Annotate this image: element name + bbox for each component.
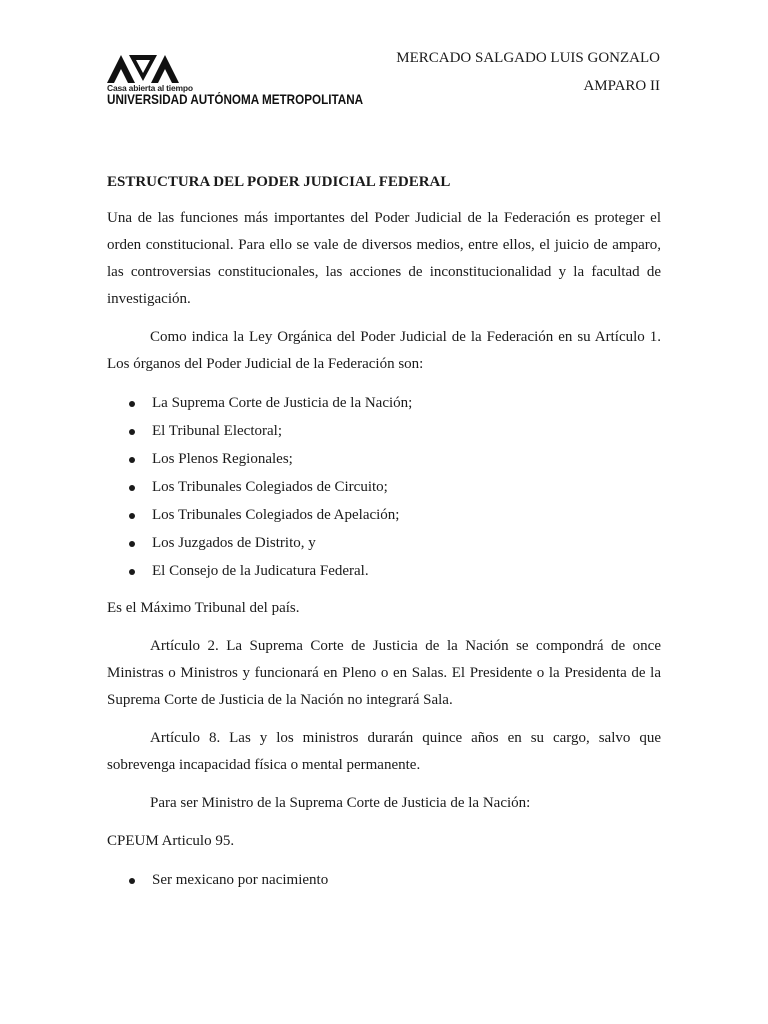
ley-organica-paragraph: Como indica la Ley Orgánica del Poder Judicial de la Federación en su Artículo 1. Los órganos del Poder Judicial de la Federación son: xyxy=(107,329,661,372)
articulo-8-paragraph: Artículo 8. Las y los ministros durarán quince años en su cargo, salvo que sobrevenga incapacidad física o mental permanente. xyxy=(107,730,661,773)
list-item: El Consejo de la Judicatura Federal. xyxy=(107,557,661,585)
list-item: Ser mexicano por nacimiento xyxy=(107,866,661,894)
articulo-2-paragraph: Artículo 2. La Suprema Corte de Justicia de la Nación se compondrá de once Ministras o Ministros y funcionará en Pleno o en Salas. El Presidente o la Presidenta de la Suprema Corte de Justicia de la Nación no integrará Sala. xyxy=(107,638,661,708)
requisitos-list xyxy=(107,866,661,894)
cpeum-paragraph: CPEUM Articulo 95. xyxy=(107,833,235,849)
list-item: El Tribunal Electoral; xyxy=(107,417,661,445)
organos-list xyxy=(107,389,661,585)
logo-university-name: UNIVERSIDAD AUTÓNOMA METROPOLITANA xyxy=(107,92,364,107)
uam-logo xyxy=(107,52,364,112)
list-item: Los Tribunales Colegiados de Circuito; xyxy=(107,473,661,501)
header-info xyxy=(396,44,660,100)
document-title: ESTRUCTURA DEL PODER JUDICIAL FEDERAL xyxy=(107,174,451,190)
intro-paragraph: Una de las funciones más importantes del Poder Judicial de la Federación es proteger el orden constitucional. Para ello se vale de diversos medios, entre ellos, el juicio de amparo, las controversias constitucionales, las acciones de inconstitucionalidad y la facultad de investigación. xyxy=(107,210,661,307)
uam-emblem-icon xyxy=(107,52,179,84)
logo-tagline: Casa abierta al tiempo xyxy=(107,83,193,93)
list-item: La Suprema Corte de Justicia de la Nación; xyxy=(107,389,661,417)
list-item: Los Tribunales Colegiados de Apelación; xyxy=(107,501,661,529)
para-ser-ministro-paragraph: Para ser Ministro de la Suprema Corte de Justicia de la Nación: xyxy=(150,795,531,811)
list-item: Los Juzgados de Distrito, y xyxy=(107,529,661,557)
document-body xyxy=(107,169,661,904)
list-item: Los Plenos Regionales; xyxy=(107,445,661,473)
author-name: MERCADO SALGADO LUIS GONZALO xyxy=(396,50,660,66)
subject-name: AMPARO II xyxy=(583,78,660,94)
maximo-tribunal-paragraph: Es el Máximo Tribunal del país. xyxy=(107,600,300,616)
